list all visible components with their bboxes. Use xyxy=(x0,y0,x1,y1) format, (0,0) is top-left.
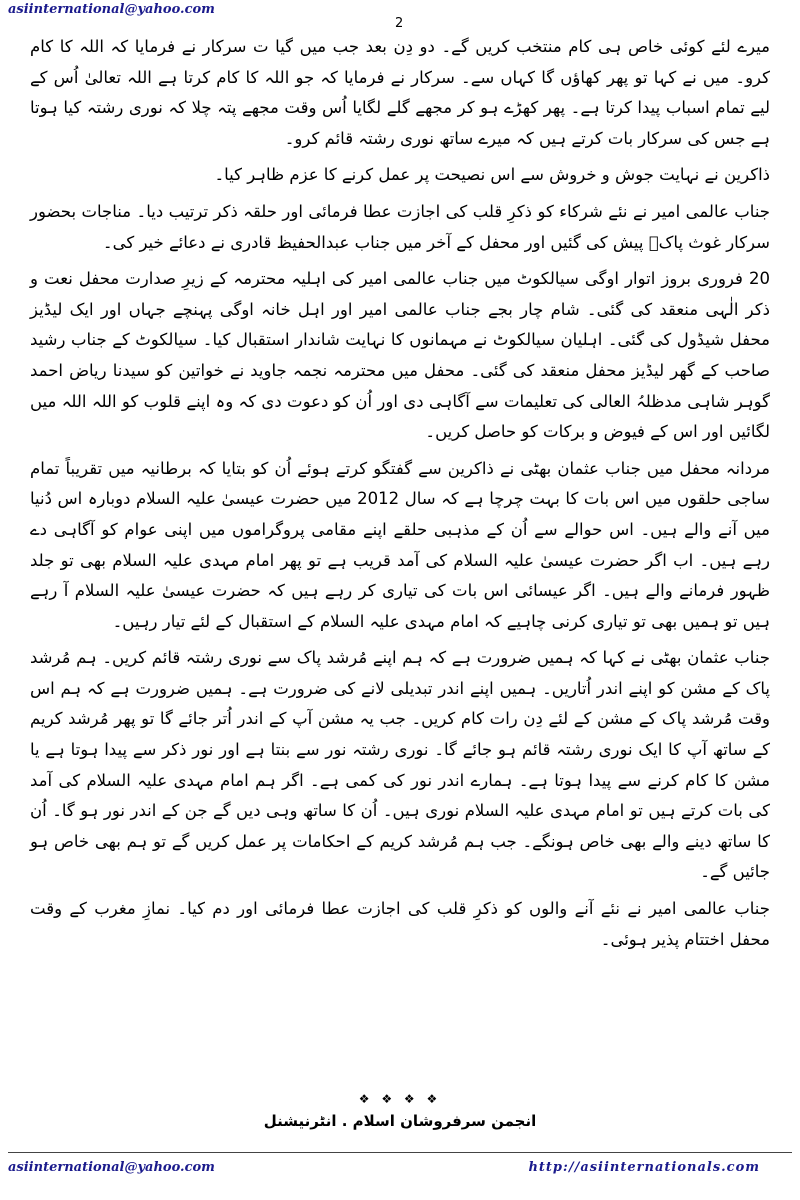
footer-website-link[interactable]: http://asiinternationals.com xyxy=(528,1160,760,1175)
paragraph: جناب عثمان بھٹی نے کہا کہ ہمیں ضرورت ہے کہ ہم اپنے مُرشد پاک سے نوری رشتہ قائم کریں۔ ہم مُرشد پاک کے مشن کو اپنے اندر اُتاریں۔ ہمیں اپنے اندر تبدیلی لانے کی ضرورت ہے۔ ہمیں ضرورت ہے کہ ہم اس وقت مُرشد پاک کے مشن کے لئے دِن رات کام کریں۔ جب یہ مشن آپ کے اندر اُتر جائے گا تو پھر مُرشد کریم کے ساتھ آپ کا ایک نوری رشتہ قائم ہو جائے گا۔ نوری رشتہ نور سے بنتا ہے اور نور ذکر سے پیدا ہوتا ہے یا مشن کا کام کرنے سے پیدا ہوتا ہے۔ ہمارے اندر نور کی کمی ہے۔ اگر ہم امام مہدی علیہ السلام کی آمد کی بات کرتے ہیں تو امام مہدی علیہ السلام نوری ہیں۔ اُن کا ساتھ وہی دیں گے جن کے اندر نور ہو گا۔ اُن کا ساتھ دینے والے بھی خاص ہونگے۔ جب ہم مُرشد کریم کے احکامات پر عمل کریں گے تو ہم بھی خاص ہو جائیں گے۔ xyxy=(30,648,770,882)
paragraph: مردانہ محفل میں جناب عثمان بھٹی نے ذاکرین سے گفتگو کرتے ہوئے اُن کو بتایا کہ برطانیہ میں تقریباً تمام ساجی حلقوں میں اس بات کا بہت چرچا ہے کہ سال 2012 میں حضرت عیسیٰ علیہ السلام دوبارہ اس دُنیا میں آنے والے ہیں۔ اس حوالے سے اُن کے مذہبی حلقے اپنے مقامی پروگراموں میں اپنی عوام کو آگاہی دے رہے ہیں۔ اب اگر حضرت عیسیٰ علیہ السلام کی آمد قریب ہے تو پھر امام مہدی علیہ السلام بھی تو جلد ظہور فرمانے والے ہیں۔ اگر عیسائی اس بات کی تیاری کر رہے ہیں کہ حضرت عیسیٰ علیہ السلام آ رہے ہیں تو ہمیں بھی تو تیاری کرنی چاہیے کہ امام مہدی علیہ السلام کے استقبال کے لئے تیار رہیں۔ xyxy=(30,458,770,631)
page-number: 2 xyxy=(395,16,404,31)
paragraph: 20 فروری بروز اتوار اوگی سیالکوٹ میں جناب عالمی امیر کی اہلیہ محترمہ کے زیرِ صدارت محفل نعت و ذکر الٰہی منعقد کی گئی۔ شام چار بجے جناب عالمی امیر اور اہل خانہ اوگی پہنچے جہاں اور ایک لیڈیز محفل شیڈول کی گئی۔ اہلیان سیالکوٹ نے مہمانوں کا نہایت شاندار استقبال کیا۔ سیالکوٹ کے جناب رشید صاحب کے گھر لیڈیز محفل منعقد کی گئی۔ محفل میں محترمہ نجمہ جاوید نے خواتین کو سیدنا ریاض احمد گوہر شاہی مدظلہُ العالی کی تعلیمات سے آگاہی دی اور اُن کو دعوت دی کہ وہ اپنے قلوب کو اللہ اللہ میں لگائیں اور اس کے فیوض و برکات کو حاصل کریں۔ xyxy=(30,269,770,442)
paragraph: میرے لئے کوئی خاص ہی کام منتخب کریں گے۔ دو دِن بعد جب میں گیا ت سرکار نے فرمایا کہ اللہ کا کام کرو۔ میں نے کہا تو پھر کھاؤں گا کہاں سے۔ سرکار نے فرمایا کہ جو اللہ کا کام کرتا ہے اللہ تعالیٰ اُس کے لیے تمام اسباب پیدا کرتا ہے۔ پھر کھڑے ہو کر مجھے گلے لگایا اُس وقت مجھے پتہ چلا کہ نوری رشتہ کیا ہوتا ہے جس کی سرکار بات کرتے ہیں کہ میرے ساتھ نوری رشتہ قائم کرو۔ xyxy=(30,37,770,148)
organization-name: انجمن سرفروشان اسلام . انٹرنیشنل xyxy=(263,1112,537,1130)
paragraph: جناب عالمی امیر نے نئے شرکاء کو ذکرِ قلب کی اجازت عطا فرمائی اور حلقہ ذکر ترتیب دیا۔ مناجات بحضور سرکار غوث پاکؒ پیش کی گئیں اور محفل کے آخر میں جناب عبدالحفیظ قادری نے دعائے خیر کی۔ xyxy=(30,201,770,252)
footer-email-link[interactable]: asiinternational@yahoo.com xyxy=(8,1160,215,1175)
ornament-stars: ❖ ❖ ❖ ❖ xyxy=(358,1092,442,1106)
paragraph: ذاکرین نے نہایت جوش و خروش سے اس نصیحت پر عمل کرنے کا عزم ظاہر کیا۔ xyxy=(214,165,770,185)
paragraph: جناب عالمی امیر نے نئے آنے والوں کو ذکرِ قلب کی اجازت عطا فرمائی اور دم کیا۔ نمازِ مغرب کے وقت محفل اختتام پذیر ہوئی۔ xyxy=(30,899,770,949)
footer-divider xyxy=(8,1152,792,1153)
header-email: asiinternational@yahoo.com xyxy=(8,2,215,17)
article-body xyxy=(30,32,770,955)
